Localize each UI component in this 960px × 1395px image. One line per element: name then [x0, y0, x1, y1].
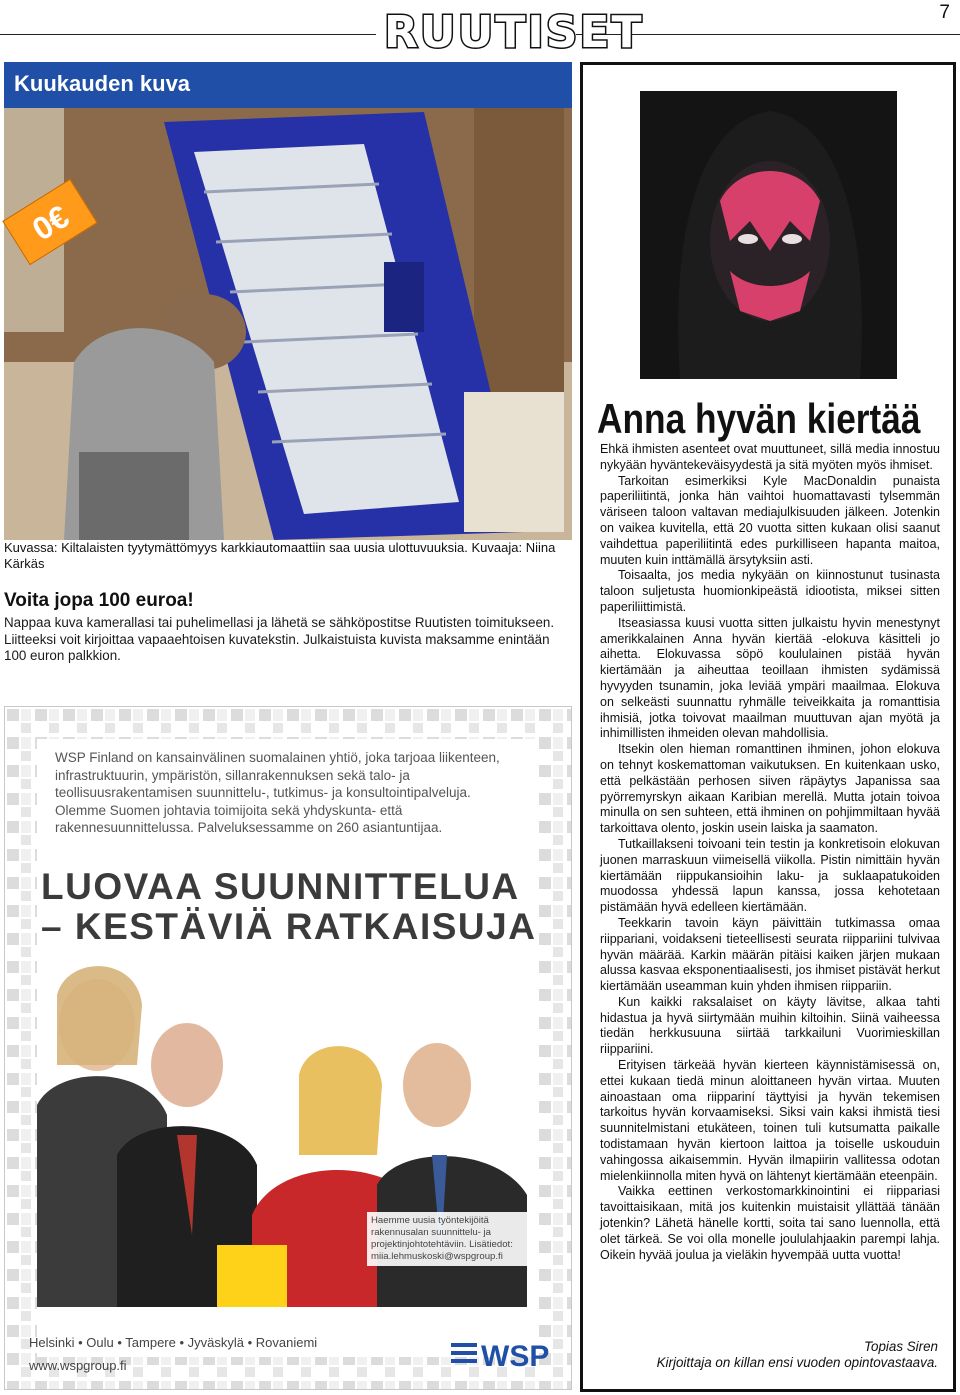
article-paragraph: Ehkä ihmisten asenteet ovat muuttuneet, sillä media innostuu nykyään hyväntekeväisyydestä ja sitä myöten myös ihmiset. [600, 442, 940, 472]
masthead-logo [376, 0, 644, 60]
photo-of-month [4, 62, 572, 540]
banner-title: Kuukauden kuva [14, 71, 191, 96]
wsp-advertisement [4, 706, 572, 1390]
contest-body: Nappaa kuva kamerallasi tai puhelimellasi ja lähetä se sähköpostitse Ruutisten toimitukseen. Liitteeksi voit kirjoittaa vapaaehtoisen kuvatekstin. Julkaistuista kuvista maksamme enintään 100 euron palkkion. [4, 615, 555, 664]
article-signature [600, 1339, 938, 1371]
ad-headline-line1: LUOVAA SUUNNITTELUA [41, 866, 520, 907]
ad-website-link[interactable]: www.wspgroup.fi [29, 1358, 127, 1373]
ad-headline-line2: – KESTÄVIÄ RATKAISUJA [41, 906, 537, 947]
masthead-logo-text: RUUTISET [384, 7, 644, 58]
author-role: Kirjoittaja on killan ensi vuoden opintovastaava. [656, 1355, 938, 1370]
article-paragraph: Tarkoitan esimerkiksi Kyle MacDonaldin punaista paperiliitintä, jonka hän vaihtoi huomattavasti tylsemmän väriseen taloon valtavan mediajulkisuuden jälkeen. Jotenkin on vaikea kuvitella, että 20 vuotta sitten kukaan olisi saanut vaihdettua paperiliitintä edes purkilliseen hapanta maitoa, muuten kuin inttämällä ärsytyksiin asti. [600, 473, 940, 567]
vending-machine-photo [4, 62, 572, 540]
wsp-logo-text: WSP [481, 1340, 550, 1373]
article-paragraph: Kun kaikki raksalaiset on käyty lävitse, alkaa tahti hidastua ja hyvä siirtymään muihin kiltoihin. Siinä vaiheessa tiedän herkkusuuna siirtää tarkkailuni Vuorimieskillan riippariini. [600, 994, 940, 1057]
article-paragraph: Erityisen tärkeää hyvän kierteen käynnistämisessä on, ettei kukaan tiedä minun aloittaneen hyvän virtaa. Muuten ainoastaan oma riippariní täyttyisi ja hyvän tekemisen tarkoitus hyvän korvaamiseksi. Siksi vain kaksi ihmistä tiesi suunnitelmistani etukäteen, toinen tuli kutsumatta paikalle todistamaan hyvän kiertoon laittoa ja toiselle uskouduin vahingossa aikaisemmin. Hyvän ilmapiirin vallitessa odotan mielenkiinnolla miten hyvä on lähtenyt kiertämään eteenpäin. [600, 1058, 940, 1183]
photo-caption: Kuvassa: Kiltalaisten tyytymättömyys karkkiautomaattiin saa uusia ulottuvuuksia. Kuvaaja: Niina Kärkäs [4, 540, 556, 571]
author-name: Topias Siren [864, 1339, 938, 1354]
wsp-logo [451, 1337, 551, 1371]
contest-title: Voita jopa 100 euroa! [4, 590, 194, 611]
page-number: 7 [939, 2, 950, 23]
article-paragraph: Vaikka eettinen verkostomarkkinointini ei riippariasi tavoittaisikaan, mitä jos kuitenkin muistaisit yllättää tänään jotenkin? Lähetä hänelle kortti, soita tai sano luennolla, että olet tärkeä. Se voi olla monelle joululahjaakin parempi lahja. Oikein hyvää joulua ja vieläkin hyvempää uutta vuotta! [600, 1184, 940, 1262]
article-paragraph: Tutkaillakseni toivoani tein testin ja konkretisoin elokuvan juonen marraskuun viimeisellä viikolla. Pistin nimittäin hyvän kiertämään riippukansioihin laku- ja suklaapatukoiden muodossa yhdessä lapun kanssa, jossa kehotetaan pistämään hyvä edelleen kiertämään. [600, 836, 940, 915]
article-paragraph: Itsekin olen hieman romanttinen ihminen, johon elokuva on tehnyt koskemattoman vaikutuksen. En kuitenkaan usko, että pelkästään perhosen siiven räpäytys Japanissa saa pyörremyrskyn aikaan Karibian merellä. Mutta jotain toivoa minulla on sen suhteen, että ihminen on pohjimmiltaan hyvää tarkoittava olento, joskin usein laiska ja saamaton. [600, 742, 940, 836]
face-paint-photo [640, 91, 897, 379]
article-body [600, 442, 940, 1263]
article-paragraph: Teekkarin tavoin käyn päivittäin tutkimassa omaa riippariani, voidakseni tieteellisesti seurata riippariini tulvivaa hyvän määrää. Karkin määrän pitäisi kaiken järjen mukaan alussa kasvaa eksponentiaalisesti, jos ihmiset pistävät herkut kiertämään useamman kuin yhden ihmisen riippariin. [600, 915, 940, 994]
ad-job-callout: Haemme uusia työntekijöitä rakennusalan suunnittelu- ja projektinjohtotehtäviin. Lisätiedot: miia.lehmuskoski@wspgroup.fi [367, 1212, 537, 1266]
article-title: Anna hyvän kiertää [597, 395, 921, 442]
ad-office-cities: Helsinki • Oulu • Tampere • Jyväskylä • Rovaniemi [29, 1335, 318, 1350]
photo-of-month-banner [4, 62, 572, 108]
price-badge: 0€ [2, 179, 97, 265]
article-paragraph: Toisaalta, jos media nykyään on kiinnostunut tusinasta taloon suljetusta huomionkipeästä idiootista, miksei sitten paperiliittimistä. [600, 568, 940, 614]
ad-headline [41, 867, 561, 947]
article-paragraph: Itseasiassa kuusi vuotta sitten julkaistu hyvin menestynyt amerikkalainen Anna hyvän kiertää -elokuva käsitteli jo aihetta. Elokuvassa söpö koululainen pistää hyvän kiertämään ja aiheuttaa teoillaan ihmisten sydämissä hyvyyden tsunamin, joka leviää ympäri maailmaa. Elokuva on selkeästi suunnattu ryhmälle teiveikkaita ja romanttisia ihmisiä, jotka toivovat maailman muuttuvan ajan myötä ja inhimillisten ihmeiden olevan mahdollisia. [600, 615, 940, 741]
ad-intro-text: WSP Finland on kansainvälinen suomalainen yhtiö, joka tarjoaa liikenteen, infrastruktuurin, ympäristön, sillanrakennuksen sekä talo- ja teollisuusrakentamisen suunnittelu-, tutkimus- ja konsultointipalveluja. Olemme Suomen johtavia toimijoita sekä yhdyskunta- että rakennesuunnittelussa. Palveluksessamme on 260 asiantuntijaa. [55, 750, 500, 835]
